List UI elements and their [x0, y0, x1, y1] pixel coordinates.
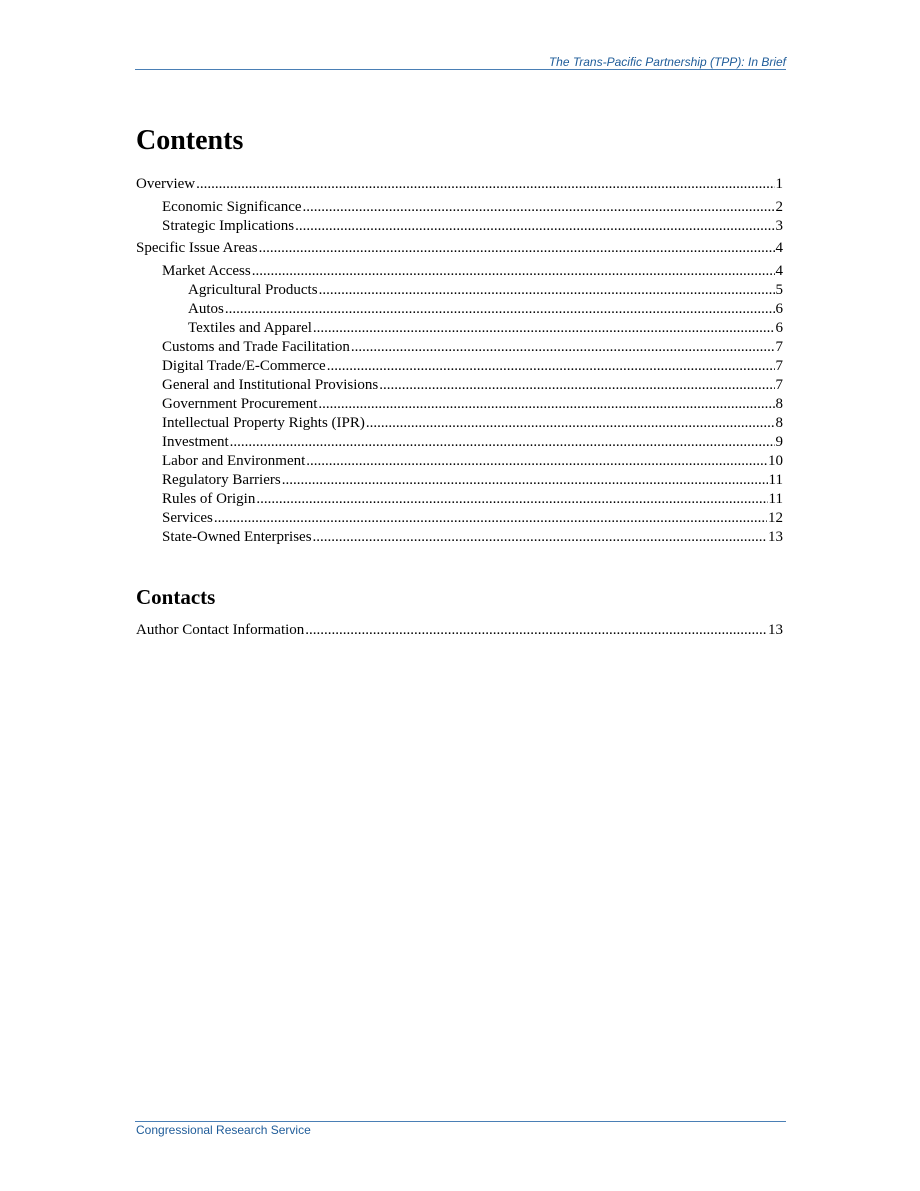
toc-entry-investment[interactable]: Investment ..... 9 — [162, 433, 783, 452]
toc-entry-textiles-and-apparel[interactable]: Textiles and Apparel ..... 6 — [188, 319, 783, 338]
footer-rule — [135, 1121, 786, 1122]
toc-entry-specific-issue-areas[interactable]: Specific Issue Areas ..... 4 — [136, 239, 783, 258]
toc-entry-general-and-institutional-provisions[interactable]: General and Institutional Provisions ..... 7 — [162, 376, 783, 395]
header-rule — [135, 69, 786, 70]
toc-entry-strategic-implications[interactable]: Strategic Implications ..... 3 — [162, 217, 783, 236]
toc-entry-digital-trade[interactable]: Digital Trade/E-Commerce ..... 7 — [162, 357, 783, 376]
toc-entry-regulatory-barriers[interactable]: Regulatory Barriers ..... 11 — [162, 471, 783, 490]
toc-entry-market-access[interactable]: Market Access ..... 4 — [162, 262, 783, 281]
toc-entry-state-owned-enterprises[interactable]: State-Owned Enterprises ..... 13 — [162, 528, 783, 547]
toc-entry-government-procurement[interactable]: Government Procurement ..... 8 — [162, 395, 783, 414]
toc-entry-overview[interactable]: Overview ..... 1 — [136, 175, 783, 194]
toc-entry-rules-of-origin[interactable]: Rules of Origin ..... 11 — [162, 490, 783, 509]
toc-entry-labor-and-environment[interactable]: Labor and Environment ..... 10 — [162, 452, 783, 471]
contacts-heading: Contacts — [136, 585, 216, 609]
contents-heading: Contents — [136, 125, 244, 156]
running-header-title: The Trans-Pacific Partnership (TPP): In Brief — [548, 55, 786, 69]
toc-entry-intellectual-property-rights[interactable]: Intellectual Property Rights (IPR) ..... 8 — [162, 414, 783, 433]
toc-entry-autos[interactable]: Autos ..... 6 — [188, 300, 783, 319]
toc-entry-economic-significance[interactable]: Economic Significance ..... 2 — [162, 198, 783, 217]
toc-entry-services[interactable]: Services ..... 12 — [162, 509, 783, 528]
toc-entry-author-contact-information[interactable]: Author Contact Information ..... 13 — [136, 621, 783, 640]
toc-entry-agricultural-products[interactable]: Agricultural Products ..... 5 — [188, 281, 783, 300]
footer-organization: Congressional Research Service — [136, 1123, 311, 1137]
toc-entry-customs-and-trade-facilitation[interactable]: Customs and Trade Facilitation ..... 7 — [162, 338, 783, 357]
